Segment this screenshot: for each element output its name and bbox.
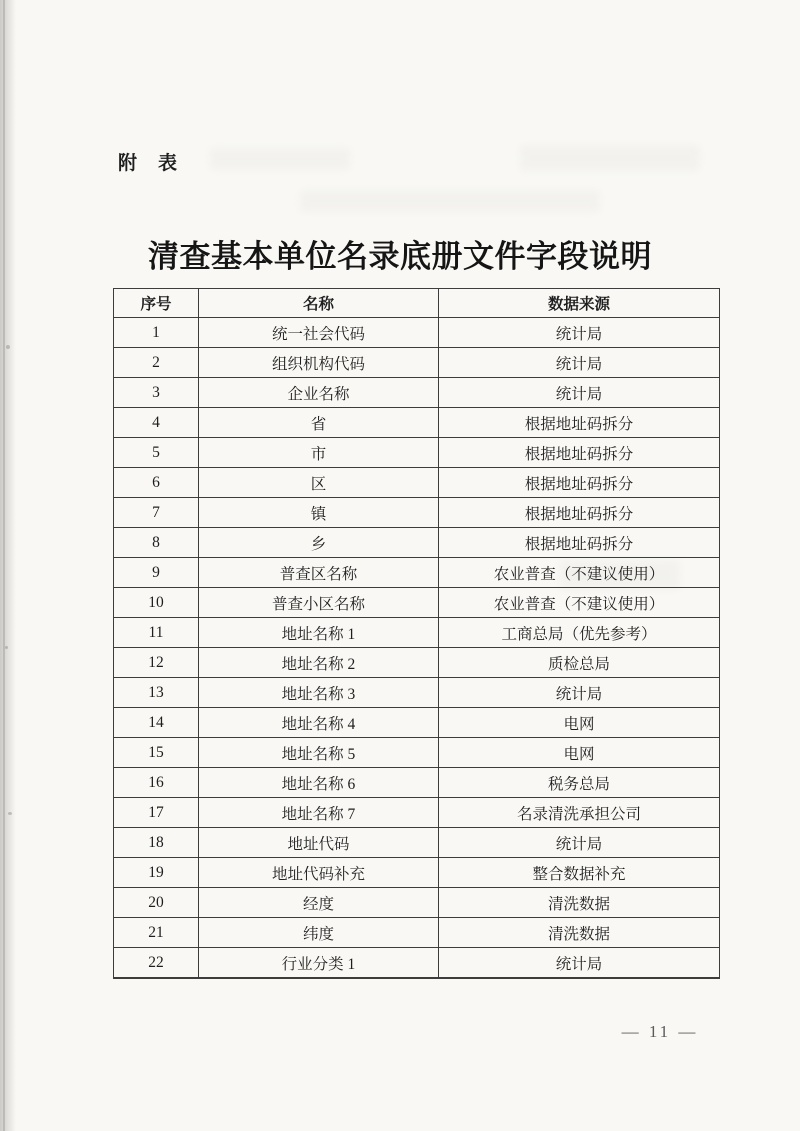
cell-data-source: 统计局 [439, 378, 720, 408]
table-row [114, 948, 720, 979]
cell-field-name: 地址代码 [199, 828, 439, 858]
cell-field-name: 行业分类 1 [199, 948, 439, 979]
page-number: — 11 — [621, 1022, 699, 1041]
table-row [114, 318, 720, 348]
cell-row-index: 18 [114, 828, 199, 858]
cell-field-name: 地址代码补充 [199, 858, 439, 888]
table-row [114, 828, 720, 858]
cell-field-name: 省 [199, 408, 439, 438]
table-row [114, 528, 720, 558]
cell-data-source: 工商总局（优先参考） [439, 618, 720, 648]
cell-row-index: 21 [114, 918, 199, 948]
table-row [114, 918, 720, 948]
fields-table [113, 288, 720, 979]
cell-data-source: 电网 [439, 708, 720, 738]
cell-field-name: 地址名称 1 [199, 618, 439, 648]
cell-row-index: 22 [114, 948, 199, 979]
cell-row-index: 4 [114, 408, 199, 438]
cell-data-source: 统计局 [439, 948, 720, 979]
table-row [114, 618, 720, 648]
cell-field-name: 地址名称 3 [199, 678, 439, 708]
scan-speck [8, 812, 12, 815]
table-row [114, 348, 720, 378]
print-through-ghost [210, 148, 350, 170]
cell-data-source: 根据地址码拆分 [439, 438, 720, 468]
appendix-label: 附 表 [118, 153, 179, 174]
scan-edge-shadow [0, 0, 16, 1131]
cell-field-name: 地址名称 5 [199, 738, 439, 768]
table-row [114, 498, 720, 528]
scan-speck [5, 646, 8, 649]
cell-field-name: 地址名称 6 [199, 768, 439, 798]
cell-row-index: 10 [114, 588, 199, 618]
cell-row-index: 19 [114, 858, 199, 888]
table-row [114, 768, 720, 798]
table-row [114, 858, 720, 888]
table-row [114, 888, 720, 918]
cell-data-source: 根据地址码拆分 [439, 498, 720, 528]
cell-data-source: 清洗数据 [439, 888, 720, 918]
cell-row-index: 1 [114, 318, 199, 348]
print-through-ghost [520, 145, 700, 171]
cell-data-source: 农业普查（不建议使用） [439, 558, 720, 588]
table-row [114, 468, 720, 498]
cell-field-name: 地址名称 7 [199, 798, 439, 828]
table-header-row [114, 289, 720, 318]
col-header-source: 数据来源 [439, 289, 720, 318]
col-header-name: 名称 [199, 289, 439, 318]
cell-row-index: 20 [114, 888, 199, 918]
cell-data-source: 电网 [439, 738, 720, 768]
scan-speck [6, 345, 10, 349]
cell-field-name: 组织机构代码 [199, 348, 439, 378]
cell-data-source: 统计局 [439, 348, 720, 378]
cell-row-index: 16 [114, 768, 199, 798]
table-row [114, 588, 720, 618]
cell-field-name: 市 [199, 438, 439, 468]
cell-row-index: 5 [114, 438, 199, 468]
cell-data-source: 税务总局 [439, 768, 720, 798]
cell-row-index: 8 [114, 528, 199, 558]
cell-field-name: 地址名称 2 [199, 648, 439, 678]
table-row [114, 408, 720, 438]
table-row [114, 648, 720, 678]
print-through-ghost [300, 190, 600, 212]
cell-data-source: 名录清洗承担公司 [439, 798, 720, 828]
cell-data-source: 整合数据补充 [439, 858, 720, 888]
cell-row-index: 11 [114, 618, 199, 648]
cell-data-source: 清洗数据 [439, 918, 720, 948]
cell-data-source: 统计局 [439, 828, 720, 858]
cell-field-name: 地址名称 4 [199, 708, 439, 738]
page-title: 清查基本单位名录底册文件字段说明 [148, 239, 652, 274]
cell-row-index: 13 [114, 678, 199, 708]
cell-field-name: 镇 [199, 498, 439, 528]
cell-data-source: 根据地址码拆分 [439, 408, 720, 438]
cell-row-index: 7 [114, 498, 199, 528]
cell-data-source: 农业普查（不建议使用） [439, 588, 720, 618]
cell-field-name: 普查小区名称 [199, 588, 439, 618]
cell-row-index: 3 [114, 378, 199, 408]
cell-row-index: 17 [114, 798, 199, 828]
cell-field-name: 纬度 [199, 918, 439, 948]
cell-field-name: 普查区名称 [199, 558, 439, 588]
cell-field-name: 统一社会代码 [199, 318, 439, 348]
table-row [114, 438, 720, 468]
cell-data-source: 根据地址码拆分 [439, 468, 720, 498]
table-row [114, 708, 720, 738]
cell-field-name: 乡 [199, 528, 439, 558]
cell-data-source: 统计局 [439, 678, 720, 708]
cell-row-index: 9 [114, 558, 199, 588]
cell-row-index: 14 [114, 708, 199, 738]
cell-field-name: 经度 [199, 888, 439, 918]
table-row [114, 678, 720, 708]
scan-edge-line [3, 0, 5, 1131]
table-row [114, 378, 720, 408]
cell-row-index: 6 [114, 468, 199, 498]
cell-row-index: 2 [114, 348, 199, 378]
cell-data-source: 统计局 [439, 318, 720, 348]
cell-field-name: 企业名称 [199, 378, 439, 408]
col-header-index: 序号 [114, 289, 199, 318]
table-row [114, 558, 720, 588]
table-row [114, 738, 720, 768]
cell-field-name: 区 [199, 468, 439, 498]
cell-row-index: 15 [114, 738, 199, 768]
table-row [114, 798, 720, 828]
cell-row-index: 12 [114, 648, 199, 678]
cell-data-source: 质检总局 [439, 648, 720, 678]
cell-data-source: 根据地址码拆分 [439, 528, 720, 558]
